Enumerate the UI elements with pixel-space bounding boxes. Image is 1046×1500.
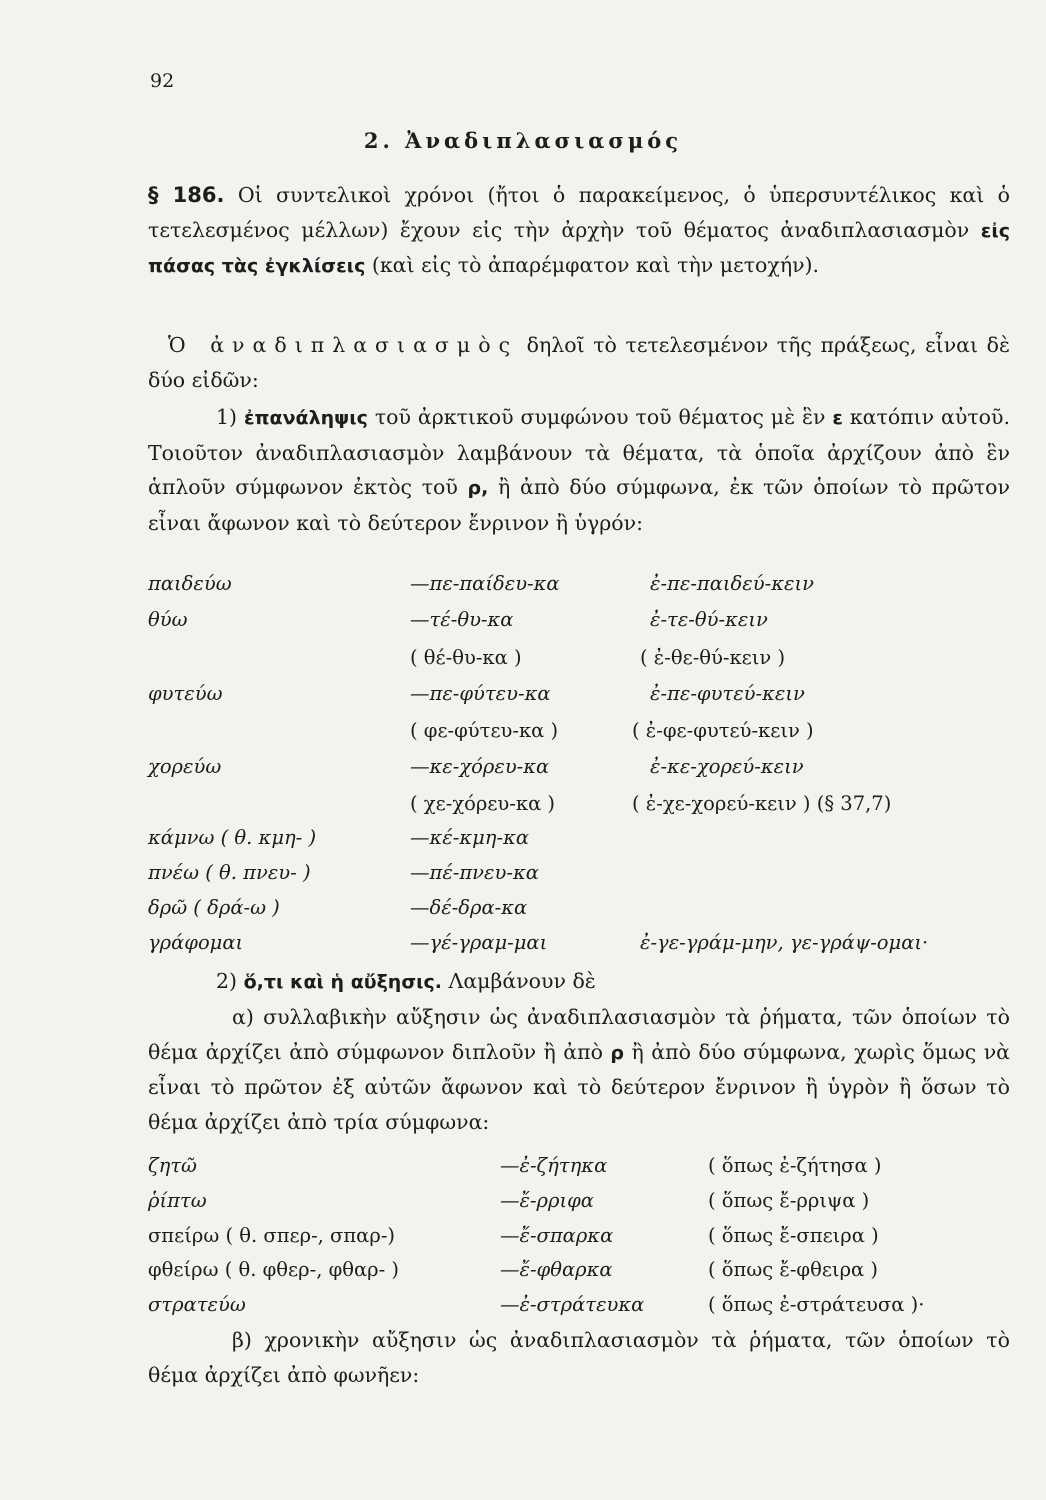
paragraph-text: ἢ ἀπὸ δύο σύμφωνα, χωρὶς ὅμως νὰ εἶναι τὸ πρῶτον ἐξ αὐτῶν ἄφωνον καὶ τὸ δεύτερον ἔνρινον ἢ ὑγρὸν ἢ ὅσων τὸ θέμα ἀρχίζει ἀπὸ τρία σύμφωνα: xyxy=(148,1039,1011,1134)
perfect-form: —ἐ-ζήτηκα xyxy=(500,1154,608,1177)
perfect-form: —ἐ-στράτευκα xyxy=(500,1293,645,1316)
paragraph-syllabic xyxy=(148,1000,1010,1139)
comparison-form: ( ὅπως ἐ-στράτευσα )· xyxy=(708,1293,925,1316)
list-number: 1) xyxy=(216,405,244,429)
verb-form: γράφομαι xyxy=(148,931,244,954)
page-number: 92 xyxy=(150,70,175,92)
comparison-form: ( ὅπως ἔ-ρριψα ) xyxy=(708,1189,870,1212)
perfect-form: —πέ-πνευ-κα xyxy=(410,861,539,884)
verb-form: παιδεύω xyxy=(148,572,232,595)
paragraph-text: ἢ ἀπὸ δύο σύμφωνα, ἐκ τῶν ὁποίων τὸ πρῶτον εἶναι ἄφωνον καὶ τὸ δεύτερον ἔνρινον ἢ ὑγρόν: xyxy=(148,475,1010,535)
paragraph-text: τοῦ ἀρκτικοῦ συμφώνου τοῦ θέματος μὲ ἓν xyxy=(367,405,833,429)
verb-form: σπείρω ( θ. σπερ-, σπαρ-) xyxy=(148,1224,396,1247)
paragraph-definition xyxy=(148,328,1010,397)
verb-form: δρῶ ( δρά-ω ) xyxy=(148,896,280,919)
verb-form: ζητῶ xyxy=(148,1154,197,1177)
paragraph-type-1 xyxy=(148,400,1010,540)
verb-form: χορεύω xyxy=(148,755,222,778)
alt-perfect-form: ( χε-χόρευ-κα ) xyxy=(410,792,556,815)
paragraph-text: (καὶ εἰς τὸ ἀπαρέμφατον καὶ τὴν μετοχήν). xyxy=(365,253,820,277)
bold-term: ὅ,τι καὶ ἡ αὔξησις. xyxy=(243,971,443,993)
alt-perfect-form: ( φε-φύτευ-κα ) xyxy=(410,719,559,742)
paragraph-186 xyxy=(148,178,1010,284)
alt-pluperfect-form: ( ἐ-φε-φυτεύ-κειν ) xyxy=(632,719,814,742)
verb-form: στρατεύω xyxy=(148,1293,246,1316)
paragraph-text: κατόπιν αὐτοῦ. Τοιοῦτον ἀναδιπλασιασμὸν λαμβάνουν τὰ θέματα, τὰ ὁποῖα ἀρχίζουν ἀπὸ ἓν ἁπλοῦν σύμφωνον ἐκτὸς τοῦ xyxy=(148,405,1011,499)
pluperfect-form: ἐ-τε-θύ-κειν xyxy=(650,608,768,631)
bold-letter: ρ, xyxy=(467,477,489,499)
section-number: § 186. xyxy=(148,183,225,207)
perfect-form: —κε-χόρευ-κα xyxy=(410,755,550,778)
perfect-form: —δέ-δρα-κα xyxy=(410,896,528,919)
verb-form: θύω xyxy=(148,608,188,631)
paragraph-type-2 xyxy=(148,964,1010,1000)
paragraph-text: β) χρονικὴν αὔξησιν ὡς ἀναδιπλασιασμὸν τὰ ῥήματα, τῶν ὁποίων τὸ θέμα ἀρχίζει ἀπὸ φωνῆεν: xyxy=(148,1328,1010,1387)
pluperfect-form: ἐ-κε-χορεύ-κειν xyxy=(650,755,804,778)
pluperfect-form: ἐ-πε-φυτεύ-κειν xyxy=(650,682,805,705)
paragraph-text: α) συλλαβικὴν αὔξησιν ὡς ἀναδιπλασιασμὸν τὰ ῥήματα, τῶν ὁποίων τὸ θέμα ἀρχίζει ἀπὸ σύμφωνον διπλοῦν ἢ ἀπὸ xyxy=(148,1005,1010,1064)
perfect-form: —γέ-γραμ-μαι xyxy=(410,931,548,954)
perfect-form: —κέ-κμη-κα xyxy=(410,826,530,849)
perfect-form: —τέ-θυ-κα xyxy=(410,608,514,631)
comparison-form: ( ὅπως ἔ-σπειρα ) xyxy=(708,1224,879,1247)
bold-phrase: εἰς πάσας τὰς ἐγκλίσεις xyxy=(148,219,1010,277)
paragraph-text: Οἱ συντελικοὶ χρόνοι (ἤτοι ὁ παρακείμενος, ὁ ὑπερσυντέλικος καὶ ὁ τετελεσμένος μέλλων) ἔχουν εἰς τὴν ἀρχὴν τοῦ θέματος ἀναδιπλασιασμὸν xyxy=(148,183,1011,242)
bold-letter: ε xyxy=(832,407,843,429)
verb-form: ῥίπτω xyxy=(148,1189,207,1212)
pluperfect-form: ἐ-πε-παιδεύ-κειν xyxy=(650,572,814,595)
spaced-term: Ὁ ἀναδιπλασιασμὸς xyxy=(168,333,519,357)
verb-form: φθείρω ( θ. φθερ-, φθαρ- ) xyxy=(148,1258,400,1281)
comparison-form: ( ὅπως ἐ-ζήτησα ) xyxy=(708,1154,882,1177)
paragraph-text: δηλοῖ τὸ τετελεσμένον τῆς πράξεως, εἶναι δὲ δύο εἰδῶν: xyxy=(148,333,1010,392)
verb-form: φυτεύω xyxy=(148,682,223,705)
list-number: 2) xyxy=(216,969,244,993)
verb-form: κάμνω ( θ. κμη- ) xyxy=(148,826,317,849)
perfect-form: —πε-παίδευ-κα xyxy=(410,572,560,595)
bold-letter: ρ xyxy=(610,1041,625,1064)
comparison-form: ( ὅπως ἔ-φθειρα ) xyxy=(708,1258,879,1281)
section-heading: 2. Ἀναδιπλασιασμός xyxy=(363,128,683,153)
paragraph-text: Λαμβάνουν δὲ xyxy=(442,969,596,993)
paragraph-temporal xyxy=(148,1323,1010,1392)
bold-term: ἐπανάληψις xyxy=(243,407,368,429)
verb-form: πνέω ( θ. πνευ- ) xyxy=(148,861,311,884)
alt-pluperfect-form: ( ἐ-χε-χορεύ-κειν ) (§ 37,7) xyxy=(632,792,892,815)
perfect-form: —ἔ-φθαρκα xyxy=(500,1258,613,1281)
alt-perfect-form: ( θέ-θυ-κα ) xyxy=(410,646,522,669)
perfect-form: —ἔ-ρριφα xyxy=(500,1189,594,1212)
pluperfect-form: ἐ-γε-γράμ-μην, γε-γράψ-ομαι· xyxy=(640,931,929,954)
alt-pluperfect-form: ( ἐ-θε-θύ-κειν ) xyxy=(640,646,786,669)
perfect-form: —πε-φύτευ-κα xyxy=(410,682,551,705)
perfect-form: —ἔ-σπαρκα xyxy=(500,1224,614,1247)
